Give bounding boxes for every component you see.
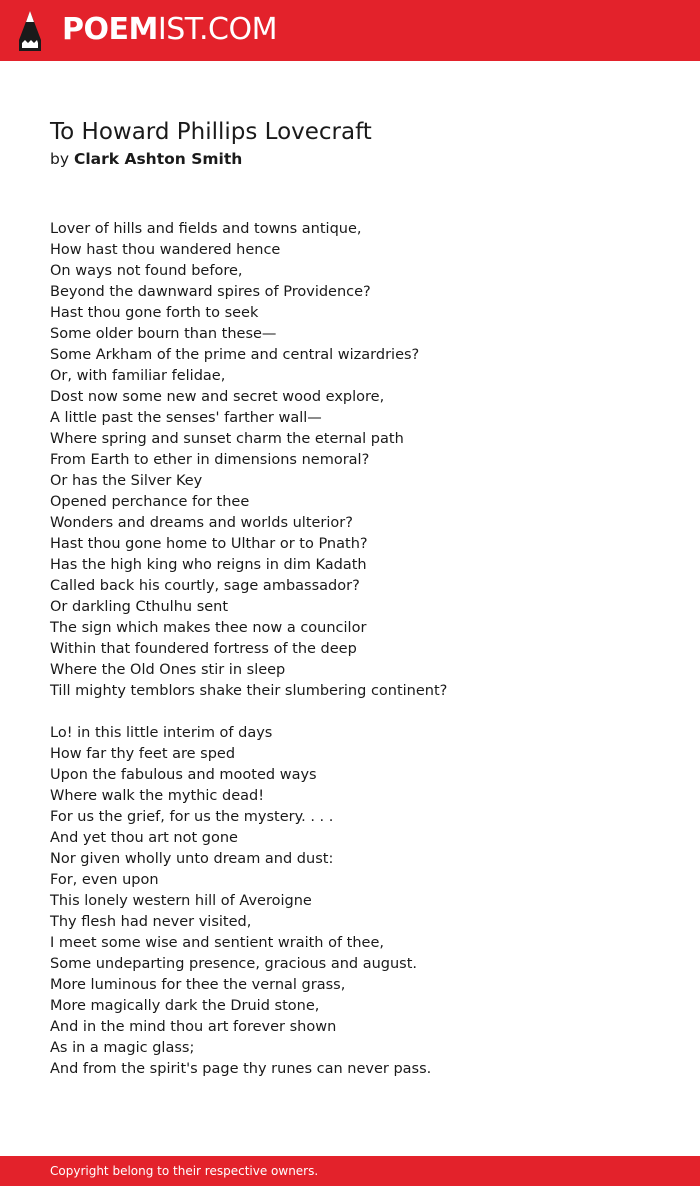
poem-stanza [50, 723, 670, 1080]
poem-line: Opened perchance for thee [50, 494, 250, 510]
poem-line: From Earth to ether in dimensions nemoral? [50, 452, 370, 468]
poem-line: Hast thou gone home to Ulthar or to Pnath? [50, 536, 368, 552]
poem-line: And from the spirit's page thy runes can never pass. [50, 1061, 432, 1077]
poem-line: How far thy feet are sped [50, 746, 236, 762]
poem-line: Hast thou gone forth to seek [50, 305, 259, 321]
poem-stanza [50, 219, 670, 702]
poem-line: Lo! in this little interim of days [50, 725, 273, 741]
poem-line: And in the mind thou art forever shown [50, 1019, 337, 1035]
poem-line: Called back his courtly, sage ambassador? [50, 578, 360, 594]
poem-line: Or darkling Cthulhu sent [50, 599, 229, 615]
poem-body [50, 219, 670, 1101]
poem-line: For us the grief, for us the mystery. . . . [50, 809, 334, 825]
poem-line: Within that foundered fortress of the deep [50, 641, 357, 657]
pencil-tip-icon[interactable] [17, 10, 43, 52]
poem-byline [50, 148, 242, 170]
poem-line: As in a magic glass; [50, 1040, 195, 1056]
poem-line: How hast thou wandered hence [50, 242, 281, 258]
by-label: by [50, 150, 70, 168]
copyright-notice: Copyright belong to their respective owners. [50, 1164, 319, 1178]
poem-line: Or has the Silver Key [50, 473, 203, 489]
poem-line: Some older bourn than these— [50, 326, 277, 342]
poem-author: Clark Ashton Smith [73, 150, 243, 168]
site-footer [0, 1156, 700, 1186]
poem-line: Till mighty temblors shake their slumbering continent? [50, 683, 448, 699]
poem-line: Upon the fabulous and mooted ways [50, 767, 317, 783]
poem-line: A little past the senses' farther wall— [50, 410, 322, 426]
site-header [0, 0, 700, 61]
poem-line: Where the Old Ones stir in sleep [50, 662, 286, 678]
poem-line: For, even upon [50, 872, 159, 888]
poem-line: And yet thou art not gone [50, 830, 238, 846]
poem-line: Thy flesh had never visited, [50, 914, 252, 930]
poem-line: The sign which makes thee now a councilor [50, 620, 367, 636]
poem-line: Some Arkham of the prime and central wizardries? [50, 347, 420, 363]
poem-line: Some undeparting presence, gracious and august. [50, 956, 418, 972]
site-logo-text[interactable] [62, 12, 277, 48]
poem-line: Dost now some new and secret wood explore, [50, 389, 385, 405]
brand-bold-part: POEM [62, 12, 158, 47]
poem-line: Wonders and dreams and worlds ulterior? [50, 515, 353, 531]
poem-line: Nor given wholly unto dream and dust: [50, 851, 334, 867]
poem-line: More luminous for thee the vernal grass, [50, 977, 346, 993]
poem-line: Has the high king who reigns in dim Kadath [50, 557, 367, 573]
poem-line: Or, with familiar felidae, [50, 368, 226, 384]
poem-line: This lonely western hill of Averoigne [50, 893, 312, 909]
poem-title: To Howard Phillips Lovecraft [50, 119, 372, 145]
poem-line: Where spring and sunset charm the eternal path [50, 431, 404, 447]
brand-light-part: IST.COM [157, 12, 277, 47]
poem-line: Lover of hills and fields and towns antique, [50, 221, 362, 237]
poem-line: I meet some wise and sentient wraith of thee, [50, 935, 385, 951]
poem-line: Beyond the dawnward spires of Providence? [50, 284, 371, 300]
poem-line: More magically dark the Druid stone, [50, 998, 320, 1014]
poem-line: On ways not found before, [50, 263, 243, 279]
poem-line: Where walk the mythic dead! [50, 788, 265, 804]
